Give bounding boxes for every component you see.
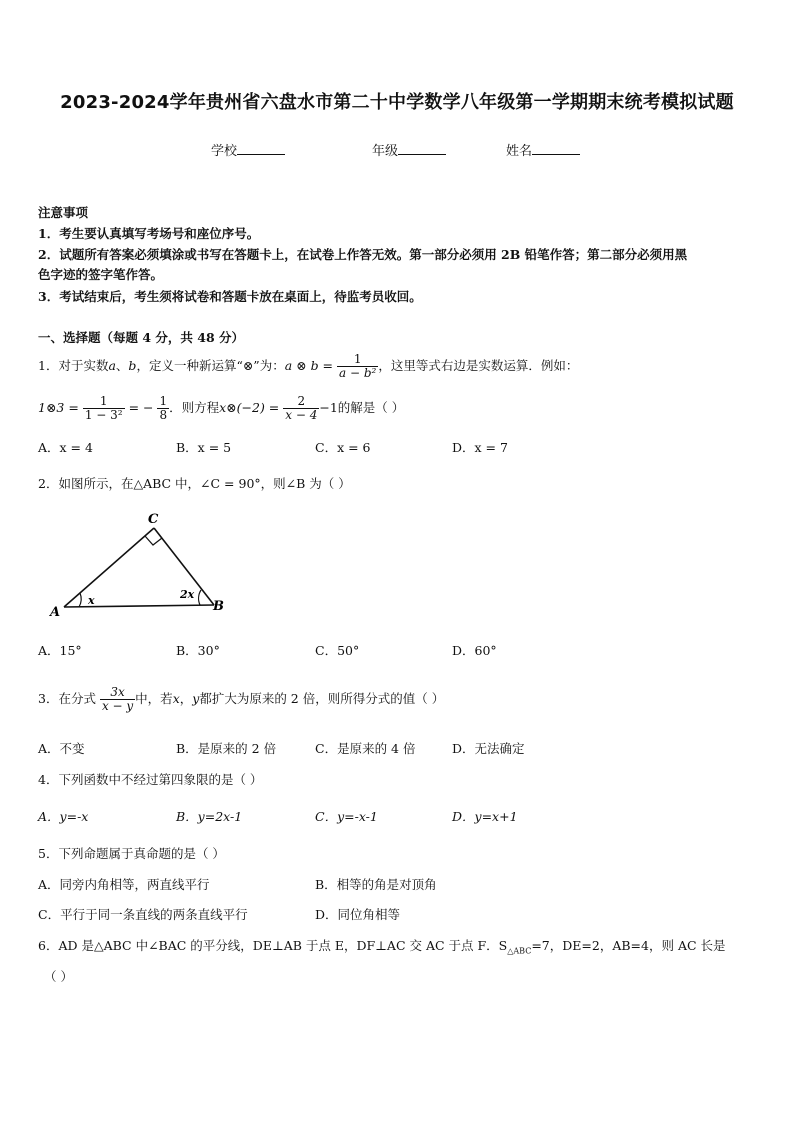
- var-b: b: [128, 358, 137, 373]
- q3-fraction: [100, 686, 135, 713]
- angle-b-arc: [199, 590, 201, 605]
- q5-option-a[interactable]: A．同旁内角相等，两直线平行: [38, 877, 210, 892]
- q6-blank: （ ）: [44, 969, 73, 984]
- q1-text: ，这里等式右边是实数运算．例如：: [378, 358, 579, 373]
- q5-stem: 5．下列命题属于真命题的是（ ）: [38, 846, 225, 861]
- name-blank: [532, 142, 580, 155]
- ex-fraction-2: [157, 395, 169, 422]
- frac-num: 3x: [100, 686, 135, 700]
- q2-option-c[interactable]: C．50°: [315, 643, 360, 658]
- q1-option-d[interactable]: D．x = 7: [452, 440, 508, 455]
- label-b: B: [213, 599, 224, 614]
- eq-tail: −1: [319, 400, 338, 415]
- q3-stem: [38, 682, 444, 716]
- q1-option-b[interactable]: B．x = 5: [176, 440, 232, 455]
- q3-text: 3．在分式: [38, 691, 96, 706]
- angle-b-label: 2x: [180, 588, 195, 601]
- note-item: 2．试题所有答案必须填涂或书写在答题卡上，在试卷上作答无效。第一部分必须用 2B 铅笔作答；第二部分必须用黑: [38, 247, 688, 262]
- side-ab: [64, 605, 214, 607]
- q6-text: =7，DE=2，AB=4，则 AC 长是: [531, 938, 726, 953]
- triangle-figure: [44, 508, 234, 620]
- frac-den: x − y: [101, 699, 134, 713]
- page-title: 2023-2024学年贵州省六盘水市第二十中学数学八年级第一学期期末统考模拟试题: [60, 92, 734, 113]
- q6-subscript: △ABC: [507, 946, 532, 956]
- eq-lhs: x⊗(−2) =: [219, 400, 280, 415]
- label-c: C: [148, 512, 159, 527]
- sep: 、: [115, 358, 129, 373]
- q1-option-a[interactable]: A．x = 4: [38, 440, 93, 455]
- q2-option-a[interactable]: A．15°: [38, 643, 82, 658]
- q2-stem: 2．如图所示，在△ABC 中，∠C = 90°，则∠B 为（ ）: [38, 476, 351, 491]
- ex-mid: = −: [128, 400, 154, 415]
- note-item: 色字迹的签字笔作答。: [38, 267, 164, 282]
- q3-option-b[interactable]: B．是原来的 2 倍: [176, 741, 277, 756]
- def-lhs: a ⊗ b =: [284, 358, 334, 373]
- name-label: 姓名: [506, 144, 533, 159]
- grade-field: [372, 140, 446, 159]
- school-field: [211, 140, 285, 159]
- right-angle-mark: [145, 536, 162, 545]
- frac-num: 1: [83, 395, 125, 409]
- q3-option-d[interactable]: D．无法确定: [452, 741, 525, 756]
- frac-den: x − 4: [285, 408, 318, 422]
- q6-text: 6．AD 是△ABC 中∠BAC 的平分线，DE⊥AB 于点 E，DF⊥AC 交 AC 于点 F．S: [38, 938, 508, 953]
- q3-option-c[interactable]: C．是原来的 4 倍: [315, 741, 416, 756]
- grade-blank: [398, 142, 446, 155]
- angle-a-label: x: [88, 594, 95, 607]
- q4-option-d[interactable]: D．y=x+1: [452, 809, 518, 824]
- school-label: 学校: [211, 144, 238, 159]
- grade-label: 年级: [372, 144, 399, 159]
- q5-option-b[interactable]: B．相等的角是对顶角: [315, 877, 437, 892]
- q1-text: 的解是（ ）: [337, 400, 405, 415]
- q1-text: 1．对于实数: [38, 358, 109, 373]
- frac-num: 1: [159, 393, 168, 408]
- q4-option-c[interactable]: C．y=-x-1: [315, 809, 378, 824]
- q2-option-b[interactable]: B．30°: [176, 643, 220, 658]
- school-blank: [237, 142, 285, 155]
- eq-fraction: [283, 395, 319, 422]
- q3-option-a[interactable]: A．不变: [38, 741, 85, 756]
- frac-den: 8: [159, 408, 168, 422]
- q4-option-b[interactable]: B．y=2x-1: [176, 809, 243, 824]
- sep: ，: [179, 691, 193, 706]
- ex-fraction: [83, 395, 125, 422]
- frac-den: 1 − 3²: [84, 408, 123, 422]
- q6-stem: [38, 936, 726, 956]
- q2-option-d[interactable]: D．60°: [452, 643, 497, 658]
- ex-lhs: 1⊗3 =: [38, 400, 79, 415]
- var-y: y: [192, 691, 200, 706]
- q1-text: ．则方程: [169, 400, 220, 415]
- var-a: a: [108, 358, 116, 373]
- q1-text: ，定义一种新运算“⊗”为：: [136, 358, 285, 373]
- q3-text: 都扩大为原来的 2 倍，则所得分式的值（ ）: [199, 691, 445, 706]
- side-ac: [64, 528, 154, 607]
- q5-option-c[interactable]: C．平行于同一条直线的两条直线平行: [38, 907, 248, 922]
- note-item: 3．考试结束后，考生须将试卷和答题卡放在桌面上，待监考员收回。: [38, 289, 422, 304]
- notes-heading: 注意事项: [38, 205, 89, 220]
- note-item: 1．考生要认真填写考场号和座位序号。: [38, 226, 260, 241]
- angle-a-arc: [79, 593, 81, 607]
- name-field: [506, 140, 580, 159]
- frac-num: 1: [337, 353, 378, 367]
- q1-option-c[interactable]: C．x = 6: [315, 440, 371, 455]
- section-heading: 一、选择题（每题 4 分，共 48 分）: [38, 330, 245, 345]
- q3-text: 中，若: [135, 691, 173, 706]
- frac-den: a − b²: [339, 366, 377, 380]
- q5-option-d[interactable]: D．同位角相等: [315, 907, 401, 922]
- q4-stem: 4．下列函数中不经过第四象限的是（ ）: [38, 772, 263, 787]
- frac-num: 2: [283, 395, 319, 409]
- var-x: x: [172, 691, 180, 706]
- q1-line2: [38, 392, 404, 424]
- label-a: A: [50, 605, 61, 620]
- def-fraction: [337, 353, 378, 380]
- q1-line1: [38, 350, 578, 382]
- q4-option-a[interactable]: A．y=-x: [38, 809, 89, 824]
